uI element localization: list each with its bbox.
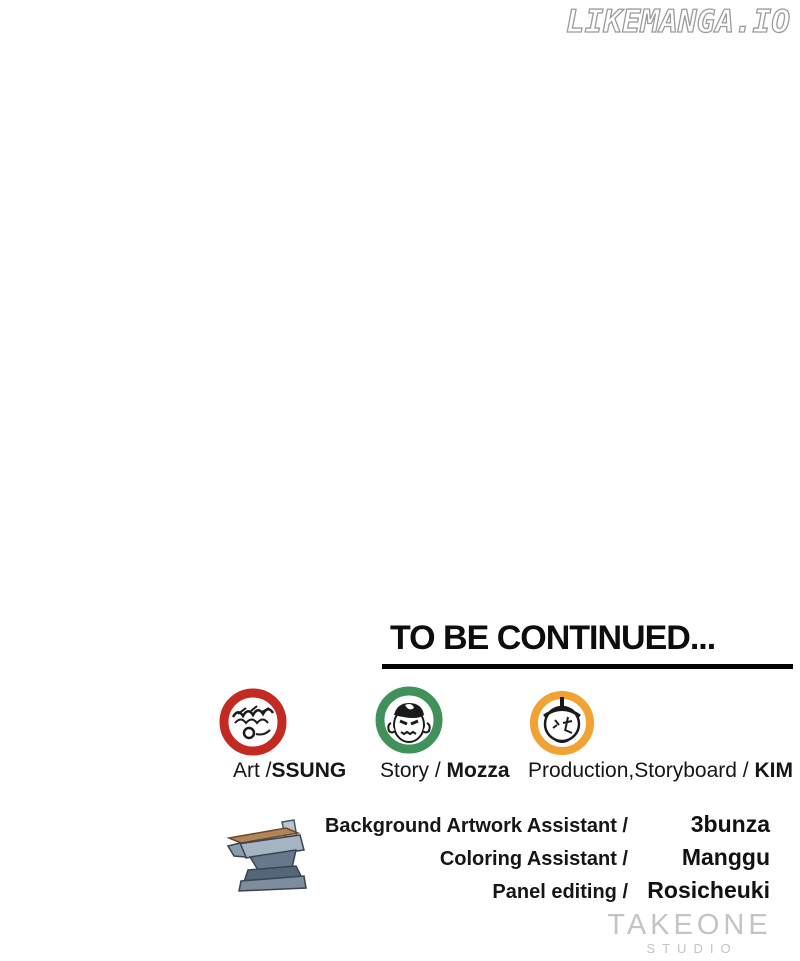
to-be-continued-heading: TO BE CONTINUED...: [390, 619, 716, 657]
credit-art-name: SSUNG: [271, 759, 347, 782]
credit-art: [233, 756, 346, 786]
credit-production-name: KIM: [754, 759, 793, 782]
credit-story-label: Story /: [380, 759, 447, 782]
assistant-name: Rosicheuki: [647, 877, 770, 903]
assistant-name: 3bunza: [690, 811, 770, 837]
red-face-icon: [218, 687, 288, 757]
assistant-label: Coloring Assistant /: [439, 848, 628, 870]
assistant-credits: [325, 812, 770, 904]
studio-name: TAKEONE: [607, 909, 772, 941]
assistant-label: Panel editing /: [492, 881, 628, 903]
credit-production-label: Production,Storyboard /: [528, 759, 755, 782]
site-watermark: LIKEMANGA.IO: [566, 4, 790, 40]
credit-production: [528, 756, 793, 786]
anvil-icon: [224, 812, 319, 897]
credit-story: [380, 756, 510, 786]
credit-story-name: Mozza: [446, 759, 510, 782]
credit-art-label: Art /: [233, 759, 272, 782]
to-be-continued-underline: [382, 620, 793, 669]
studio-logo: [607, 910, 772, 956]
assistant-label: Background Artwork Assistant /: [324, 815, 628, 837]
green-face-icon: [374, 685, 444, 755]
orange-face-icon: [527, 687, 597, 757]
assistant-name: Manggu: [681, 844, 770, 870]
studio-subtitle: STUDIO: [646, 941, 738, 956]
